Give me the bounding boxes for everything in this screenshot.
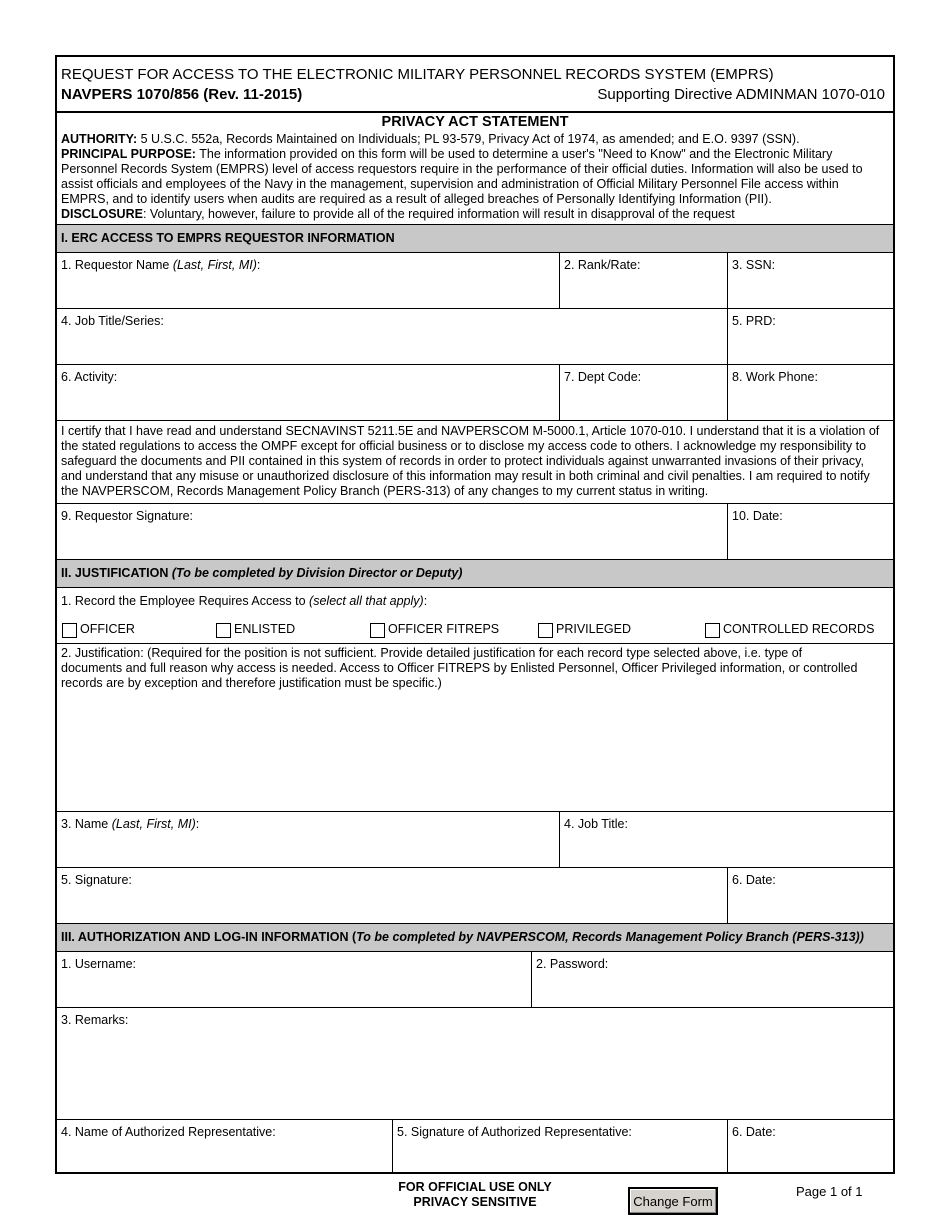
justification-field[interactable] — [58, 697, 894, 809]
requestor-signature-label: 9. Requestor Signature: — [61, 509, 194, 523]
checkbox-officer-fitreps-label: OFFICER FITREPS — [388, 622, 500, 636]
authorized-rep-name-field[interactable] — [58, 1120, 391, 1172]
ssn-label: 3. SSN: — [732, 258, 776, 272]
approver-name-label: 3. Name (Last, First, MI): — [61, 817, 200, 831]
form-frame — [55, 55, 895, 1174]
job-title-series-label: 4. Job Title/Series: — [61, 314, 164, 328]
justification-label: 2. Justification: (Required for the position is not sufficient. Provide detailed justification for each record type selected above, i.e. type of documents and full reason why access is needed. Access to Officer FITREPS by Enlisted Personnel, Officer Privileged information, or controlled records are by exception and therefore justification must be specific.) — [61, 646, 858, 690]
divider — [57, 111, 893, 113]
checkbox-controlled-records[interactable] — [705, 623, 720, 638]
purpose-line: PRINCIPAL PURPOSE: The information provided on this form will be used to determine a user's "Need to Know" and the Electronic Military Personnel Records System (EMPRS) level of access requestors require in the performance of their official duties. Information will also be used to assist officials and employees of the Navy in the management, supervision and administration of Official Military Personnel File access within EMPRS, and to identify users when audits are required as a result of alleged breaches of Personally Identifying Information (PII). — [61, 147, 863, 206]
rank-rate-label: 2. Rank/Rate: — [564, 258, 641, 272]
requestor-date-field[interactable] — [728, 504, 894, 558]
requestor-signature-field[interactable] — [58, 504, 726, 558]
disclosure-line: DISCLOSURE: Voluntary, however, failure to provide all of the required information will result in disapproval of the request — [61, 207, 735, 221]
page-number: Page 1 of 1 — [796, 1184, 863, 1199]
authorized-rep-signature-label: 5. Signature of Authorized Representative: — [397, 1125, 632, 1139]
authorized-rep-name-label: 4. Name of Authorized Representative: — [61, 1125, 276, 1139]
activity-field[interactable] — [58, 365, 558, 419]
authorized-rep-signature-field[interactable] — [393, 1120, 726, 1172]
prd-field[interactable] — [728, 309, 894, 363]
approver-name-field[interactable] — [58, 812, 558, 866]
access-records-label: 1. Record the Employee Requires Access to (select all that apply): — [61, 594, 428, 608]
section-2-header: II. JUSTIFICATION (To be completed by Division Director or Deputy) — [57, 560, 893, 587]
privacy-sensitive-notice: PRIVACY SENSITIVE — [413, 1195, 537, 1209]
work-phone-label: 8. Work Phone: — [732, 370, 818, 384]
approver-date-field[interactable] — [728, 868, 894, 922]
checkbox-privileged[interactable] — [538, 623, 553, 638]
form-title: REQUEST FOR ACCESS TO THE ELECTRONIC MILITARY PERSONNEL RECORDS SYSTEM (EMPRS) — [61, 66, 774, 83]
approver-job-title-label: 4. Job Title: — [564, 817, 628, 831]
section-3-header: III. AUTHORIZATION AND LOG-IN INFORMATION (To be completed by NAVPERSCOM, Records Management Policy Branch (PERS-313)) — [57, 924, 893, 951]
rank-rate-field[interactable] — [560, 253, 726, 307]
requestor-name-label: 1. Requestor Name (Last, First, MI): — [61, 258, 261, 272]
certification-statement: I certify that I have read and understand SECNAVINST 5211.5E and NAVPERSCOM M-5000.1, Article 1070-010. I understand that it is a violation of the stated regulations to access the OMPF except for official business or to disclose my access code to others. I acknowledge my responsibility to safeguard the documents and PII contained in this system of records in order to protect individuals against unwarranted invasions of their privacy, and understand that any misuse or unauthorized disclosure of this information may result in both criminal and civil penalties. I am required to notify the NAVPERSCOM, Records Management Policy Branch (PERS-313) of any changes to my current status in writing. — [61, 424, 880, 498]
activity-label: 6. Activity: — [61, 370, 118, 384]
section-1-header: I. ERC ACCESS TO EMPRS REQUESTOR INFORMATION — [57, 225, 893, 252]
username-label: 1. Username: — [61, 957, 137, 971]
change-form-button[interactable]: Change Form — [628, 1187, 718, 1215]
privacy-statement — [61, 132, 887, 222]
remarks-field[interactable] — [58, 1008, 894, 1118]
checkbox-enlisted[interactable] — [216, 623, 231, 638]
authority-line: AUTHORITY: 5 U.S.C. 552a, Records Maintained on Individuals; PL 93-579, Privacy Act of 1974, as amended; and E.O. 9397 (SSN). — [61, 132, 800, 146]
authorized-rep-date-field[interactable] — [728, 1120, 894, 1172]
username-field[interactable] — [58, 952, 530, 1006]
requestor-date-label: 10. Date: — [732, 509, 783, 523]
dept-code-field[interactable] — [560, 365, 726, 419]
password-field[interactable] — [532, 952, 894, 1006]
job-title-series-field[interactable] — [58, 309, 726, 363]
dept-code-label: 7. Dept Code: — [564, 370, 642, 384]
approver-job-title-field[interactable] — [560, 812, 894, 866]
work-phone-field[interactable] — [728, 365, 894, 419]
privacy-heading: PRIVACY ACT STATEMENT — [381, 114, 569, 130]
checkbox-privileged-label: PRIVILEGED — [556, 622, 632, 636]
authorized-rep-date-label: 6. Date: — [732, 1125, 776, 1139]
requestor-name-field[interactable] — [58, 253, 558, 307]
checkbox-officer[interactable] — [62, 623, 77, 638]
checkbox-officer-label: OFFICER — [80, 622, 135, 636]
checkbox-controlled-records-label: CONTROLLED RECORDS — [723, 622, 875, 636]
approver-signature-label: 5. Signature: — [61, 873, 132, 887]
prd-label: 5. PRD: — [732, 314, 776, 328]
ssn-field[interactable] — [728, 253, 894, 307]
checkbox-officer-fitreps[interactable] — [370, 623, 385, 638]
approver-date-label: 6. Date: — [732, 873, 776, 887]
checkbox-enlisted-label: ENLISTED — [234, 622, 296, 636]
form-number: NAVPERS 1070/856 (Rev. 11-2015) — [61, 86, 303, 103]
supporting-directive: Supporting Directive ADMINMAN 1070-010 — [597, 86, 885, 103]
fouo-notice: FOR OFFICIAL USE ONLY — [398, 1180, 552, 1194]
password-label: 2. Password: — [536, 957, 609, 971]
remarks-label: 3. Remarks: — [61, 1013, 129, 1027]
approver-signature-field[interactable] — [58, 868, 726, 922]
